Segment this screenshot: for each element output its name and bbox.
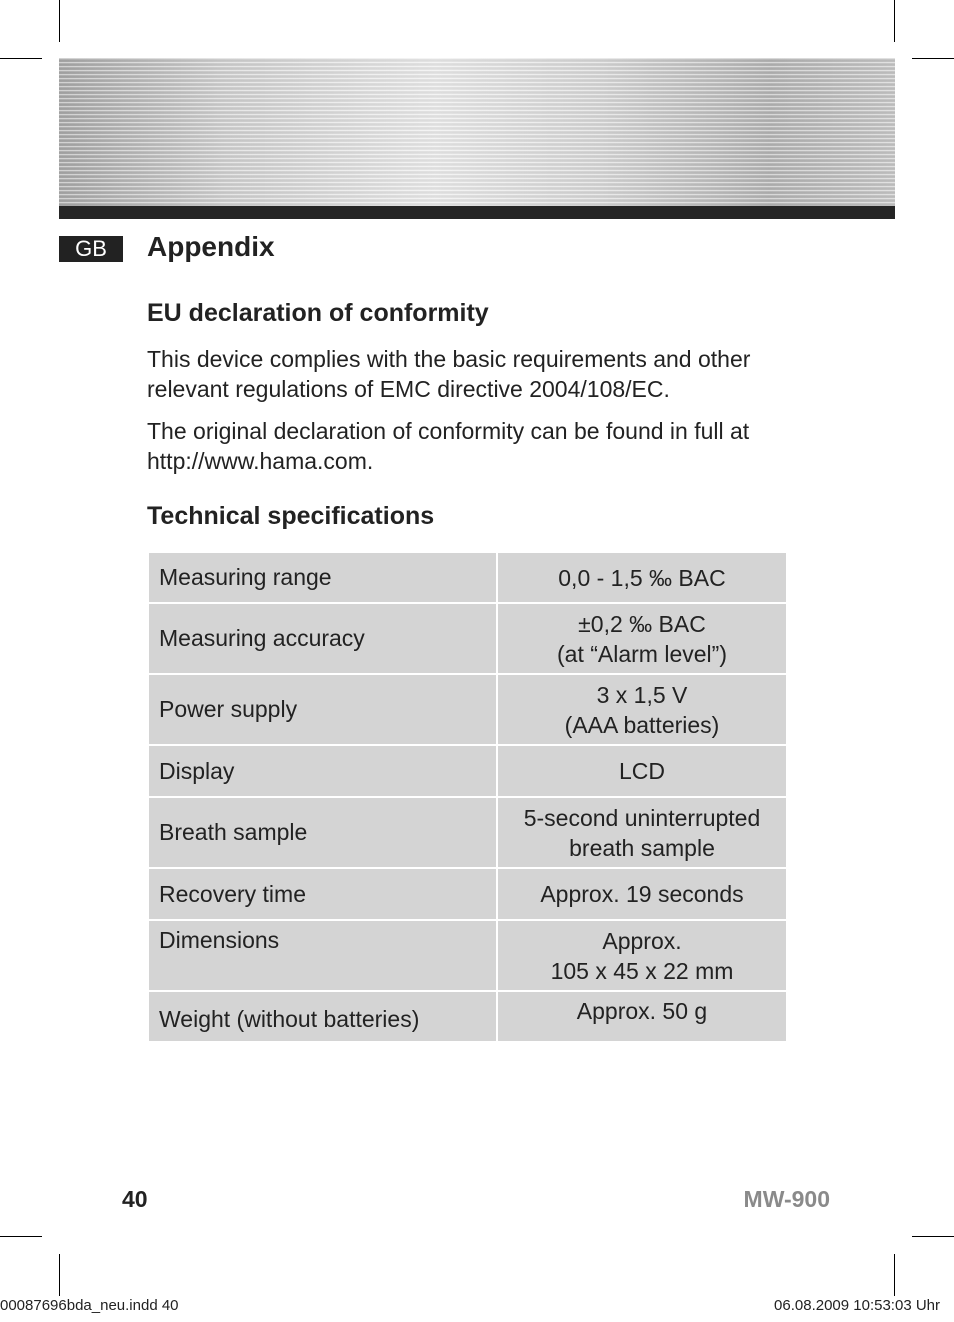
- spec-value: [498, 992, 786, 1041]
- crop-mark: [59, 0, 60, 42]
- spec-label: Display: [149, 746, 496, 796]
- value-line: LCD: [618, 758, 665, 784]
- crop-mark: [912, 1236, 954, 1237]
- slug-date-info: 06.08.2009 10:53:03 Uhr: [774, 1297, 940, 1314]
- model-name: MW-900: [743, 1186, 830, 1212]
- value-line: ±0,2 ‰ BAC: [578, 610, 706, 637]
- brushed-metal-banner: [59, 58, 895, 206]
- text-line: http://www.hama.com.: [147, 448, 374, 474]
- crop-mark: [0, 1236, 42, 1237]
- crop-mark: [59, 1254, 60, 1296]
- spec-label: Weight (without batteries): [149, 992, 496, 1041]
- spec-label: Power supply: [149, 675, 496, 744]
- table-row: [149, 604, 786, 673]
- table-row: [149, 746, 786, 796]
- value-line: 105 x 45 x 22 mm: [550, 957, 734, 984]
- text-line: This device complies with the basic requirements and other: [147, 346, 751, 372]
- spec-label: Measuring accuracy: [149, 604, 496, 673]
- crop-mark: [0, 58, 42, 59]
- spec-label: Dimensions: [149, 921, 496, 990]
- table-row: [149, 869, 786, 919]
- table-row: [149, 675, 786, 744]
- value-line: 5-second uninterrupted: [523, 804, 761, 831]
- table-row: [149, 798, 786, 867]
- text-line: relevant regulations of EMC directive 2004/108/EC.: [147, 376, 670, 402]
- slug-file-info: 00087696bda_neu.indd 40: [0, 1297, 179, 1314]
- page-title: Appendix: [147, 231, 275, 262]
- spec-value: [498, 604, 786, 673]
- crop-mark: [894, 0, 895, 42]
- value-line: Approx.: [602, 927, 682, 954]
- spec-label: Measuring range: [149, 553, 496, 602]
- spec-value: [498, 746, 786, 796]
- table-row: [149, 992, 786, 1041]
- spec-value: [498, 553, 786, 602]
- banner-bar: [59, 206, 895, 219]
- conformity-heading: EU declaration of conformity: [147, 299, 489, 327]
- conformity-paragraph-2: [147, 416, 847, 476]
- specs-table: [147, 551, 788, 1043]
- text-line: The original declaration of conformity can be found in full at: [147, 418, 750, 444]
- spec-label: Breath sample: [149, 798, 496, 867]
- value-line: (AAA batteries): [564, 711, 720, 738]
- page-number: 40: [122, 1186, 148, 1212]
- value-line: Approx. 50 g: [576, 998, 708, 1024]
- value-line: (at “Alarm level”): [557, 640, 727, 667]
- spec-value: [498, 921, 786, 990]
- specs-heading: Technical specifications: [147, 502, 435, 530]
- table-row: [149, 553, 786, 602]
- value-line: breath sample: [569, 834, 715, 861]
- value-line: Approx. 19 seconds: [540, 881, 744, 907]
- conformity-paragraph-1: [147, 344, 847, 404]
- spec-value: [498, 675, 786, 744]
- spec-value: [498, 798, 786, 867]
- table-row: [149, 921, 786, 990]
- value-line: 0,0 - 1,5 ‰ BAC: [558, 564, 726, 591]
- crop-mark: [912, 58, 954, 59]
- language-badge: GB: [59, 236, 123, 262]
- spec-label: Recovery time: [149, 869, 496, 919]
- crop-mark: [894, 1254, 895, 1296]
- value-line: 3 x 1,5 V: [596, 681, 688, 708]
- spec-value: [498, 869, 786, 919]
